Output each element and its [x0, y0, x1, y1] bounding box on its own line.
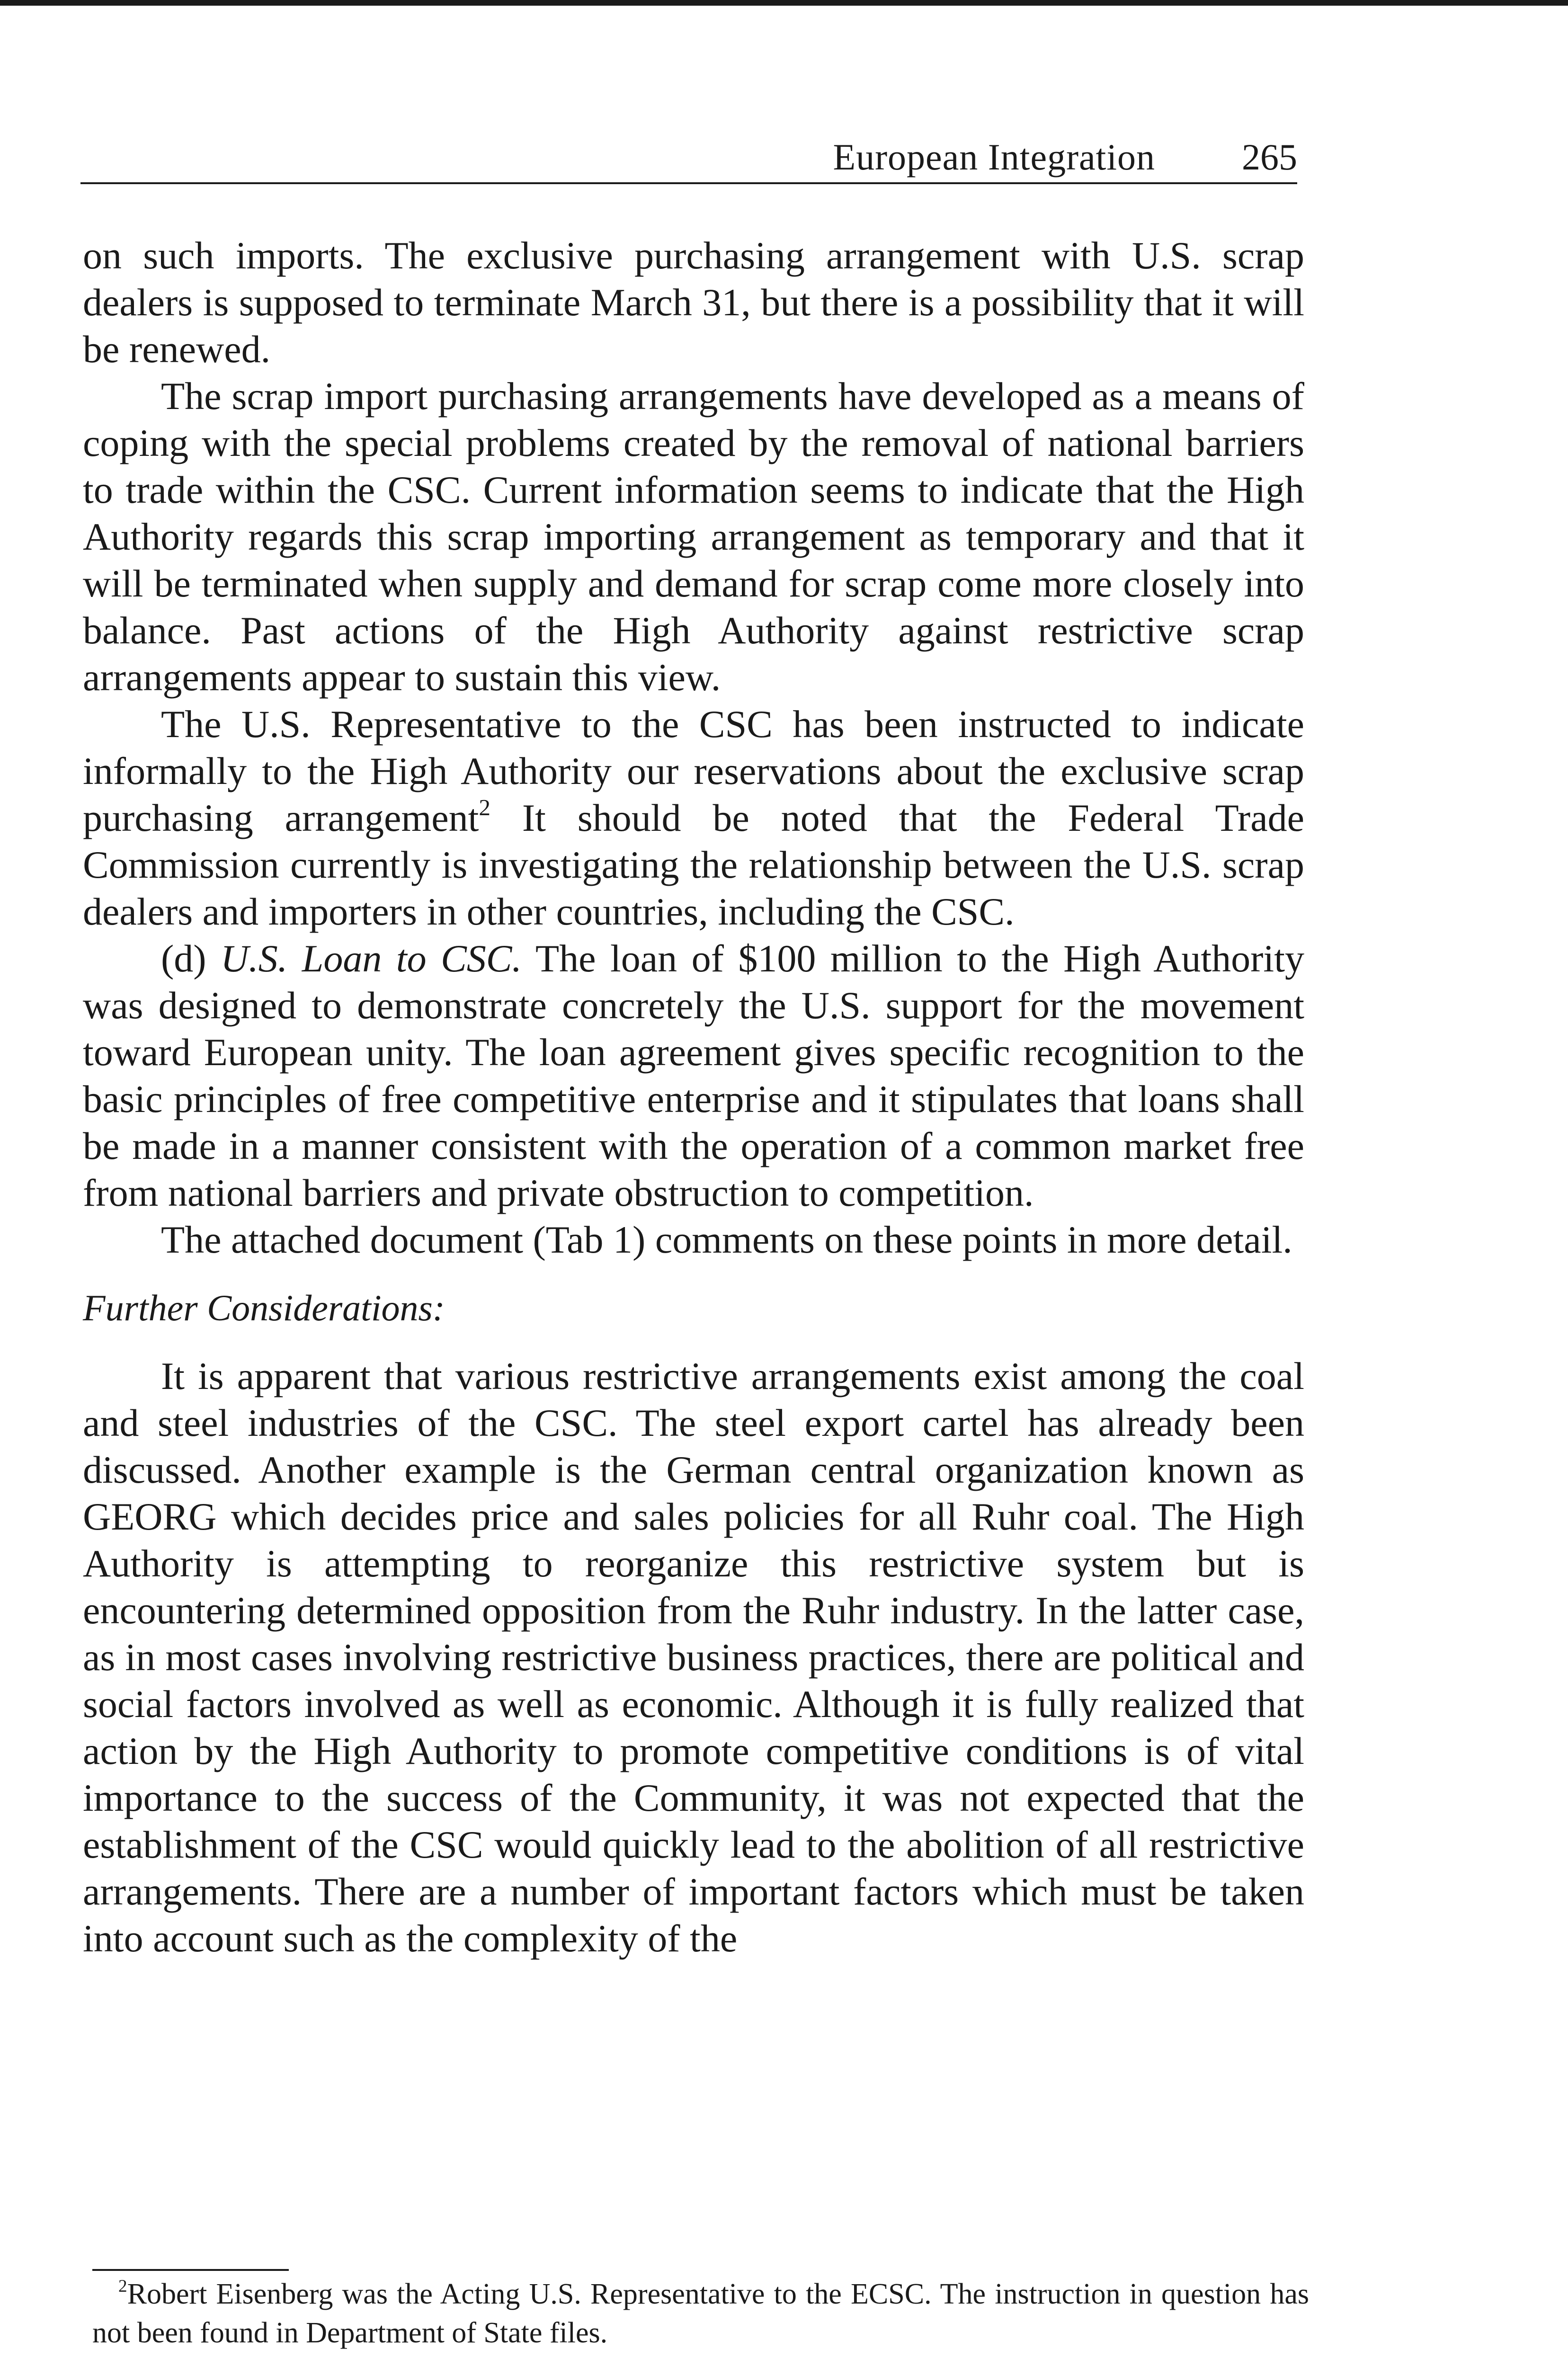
paragraph-loan	[83, 935, 1304, 1216]
inline-heading: U.S. Loan to CSC.	[221, 937, 522, 980]
paragraph: The scrap import purchasing arrangements have developed as a means of coping with the special problems created by the removal of national barriers to trade within the CSC. Current information seems to indicate that the High Authority regards this scrap importing arrangement as temporary and that it will be terminated when supply and demand for scrap come more closely into balance. Past actions of the High Authority against restrictive scrap arrangements appear to sustain this view.	[83, 374, 1304, 699]
footnote-reference: 2	[479, 794, 490, 820]
footnote-marker: 2	[118, 2276, 127, 2296]
paragraph-text: The U.S. Representative to the CSC has been instructed to indicate informally to the High Authority our reservations about the exclusive scrap purchasing arrangement	[83, 703, 1304, 839]
footnote	[92, 2275, 1309, 2352]
paragraph-continued: on such imports. The exclusive purchasing arrangement with U.S. scrap dealers is supposed to terminate March 31, but there is a possibility that it will be renewed.	[83, 234, 1304, 371]
paragraph	[83, 701, 1304, 935]
paragraph-text: It should be noted that the Federal Trade Commission currently is investigating the relationship between the U.S. scrap dealers and importers in other countries, including the CSC.	[83, 796, 1304, 933]
page-number: 265	[1242, 136, 1297, 178]
paragraph: The attached document (Tab 1) comments on these points in more detail.	[161, 1218, 1292, 1261]
paragraph-lead: (d)	[161, 937, 221, 980]
section-heading: Further Considerations:	[83, 1287, 445, 1328]
footnote-rule	[92, 2269, 289, 2271]
footnote-text: Robert Eisenberg was the Acting U.S. Representative to the ECSC. The instruction in question has not been found in Department of State files.	[92, 2278, 1309, 2349]
paragraph: It is apparent that various restrictive arrangements exist among the coal and steel industries of the CSC. The steel export cartel has already been discussed. Another example is the German central organization known as GEORG which decides price and sales policies for all Ruhr coal. The High Authority is attempting to reorganize this restrictive system but is encountering determined opposition from the Ruhr industry. In the latter case, as in most cases involving restrictive business practices, there are political and social factors involved as well as economic. Although it is fully realized that action by the High Authority to promote competitive conditions is of vital importance to the success of the Community, it was not expected that the establishment of the CSC would quickly lead to the abolition of all restrictive arrangements. There are a number of important factors which must be taken into account such as the complexity of the	[83, 1354, 1304, 1960]
body-text	[83, 232, 1304, 1962]
paragraph-text: The loan of $100 million to the High Authority was designed to demonstrate concretely the U.S. support for the movement toward European unity. The loan agreement gives specific recognition to the basic principles of free competitive enterprise and it stipulates that loans shall be made in a manner consistent with the operation of a common market free from national barriers and private obstruction to competition.	[83, 937, 1304, 1214]
running-head	[80, 135, 1297, 184]
running-head-title: European Integration	[833, 136, 1155, 178]
scan-top-edge	[0, 0, 1568, 6]
